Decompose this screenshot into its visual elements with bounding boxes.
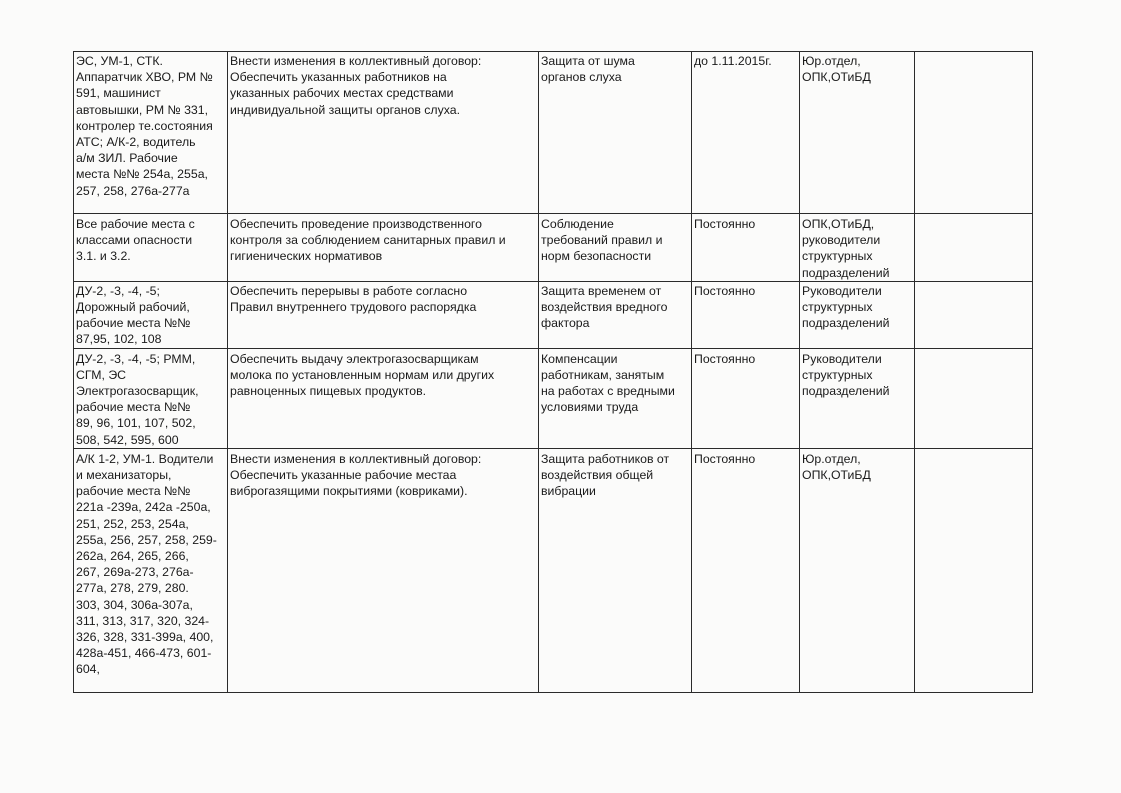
measure-cell: Внести изменения в коллективный договор: Обеспечить указанных работников на указанных рабочих местах средствами индивидуальной защиты органов слуха. [228,52,539,214]
table-row [74,214,1033,282]
measures-table [73,51,1033,693]
measure-cell: Обеспечить проведение производственного контроля за соблюдением санитарных правил и гигиенических нормативов [228,214,539,282]
workplace-cell: ДУ-2, -3, -4, -5; РММ, СГМ, ЭС Электрогазосварщик, рабочие места №№ 89, 96, 101, 107, 502, 508, 542, 595, 600 [74,348,228,448]
goal-cell: Защита временем от воздействия вредного фактора [539,281,692,348]
workplace-cell: ДУ-2, -3, -4, -5; Дорожный рабочий, рабочие места №№ 87,95, 102, 108 [74,281,228,348]
table-row [74,348,1033,448]
workplace-cell: ЭС, УМ-1, СТК. Аппаратчик ХВО, РМ № 591, машинист автовышки, РМ № 331, контролер те.состояния АТС; А/К-2, водитель а/м ЗИЛ. Рабочие места №№ 254а, 255а, 257, 258, 276а-277а [74,52,228,214]
workplace-cell: А/К 1-2, УМ-1. Водители и механизаторы, рабочие места №№ 221а -239а, 242а -250а, 251, 252, 253, 254а, 255а, 256, 257, 258, 259- 262а, 264, 265, 266, 267, 269а-273, 276а- 277а, 278, 279, 280. 303, 304, 306а-307а, 311, 313, 317, 320, 324- 326, 328, 331-399а, 400, 428а-451, 466-473, 601- 604, [74,448,228,692]
goal-cell: Компенсации работникам, занятым на работах с вредными условиями труда [539,348,692,448]
note-cell [915,52,1033,214]
table-row [74,281,1033,348]
deadline-cell: Постоянно [692,281,800,348]
workplace-cell: Все рабочие места с классами опасности 3.1. и 3.2. [74,214,228,282]
deadline-cell: до 1.11.2015г. [692,52,800,214]
goal-cell: Защита работников от воздействия общей вибрации [539,448,692,692]
note-cell [915,281,1033,348]
table-row [74,52,1033,214]
responsible-cell: Руководители структурных подразделений [800,348,915,448]
responsible-cell: Руководители структурных подразделений [800,281,915,348]
goal-cell: Защита от шума органов слуха [539,52,692,214]
responsible-cell: Юр.отдел, ОПК,ОТиБД [800,448,915,692]
note-cell [915,348,1033,448]
note-cell [915,214,1033,282]
table-row [74,448,1033,692]
note-cell [915,448,1033,692]
deadline-cell: Постоянно [692,214,800,282]
responsible-cell: Юр.отдел, ОПК,ОТиБД [800,52,915,214]
measure-cell: Внести изменения в коллективный договор: Обеспечить указанные рабочие местаа виброгазящими покрытиями (ковриками). [228,448,539,692]
deadline-cell: Постоянно [692,448,800,692]
deadline-cell: Постоянно [692,348,800,448]
responsible-cell: ОПК,ОТиБД, руководители структурных подразделений [800,214,915,282]
measure-cell: Обеспечить перерывы в работе согласно Правил внутреннего трудового распорядка [228,281,539,348]
goal-cell: Соблюдение требований правил и норм безопасности [539,214,692,282]
measure-cell: Обеспечить выдачу электрогазосварщикам молока по установленным нормам или других равноценных пищевых продуктов. [228,348,539,448]
